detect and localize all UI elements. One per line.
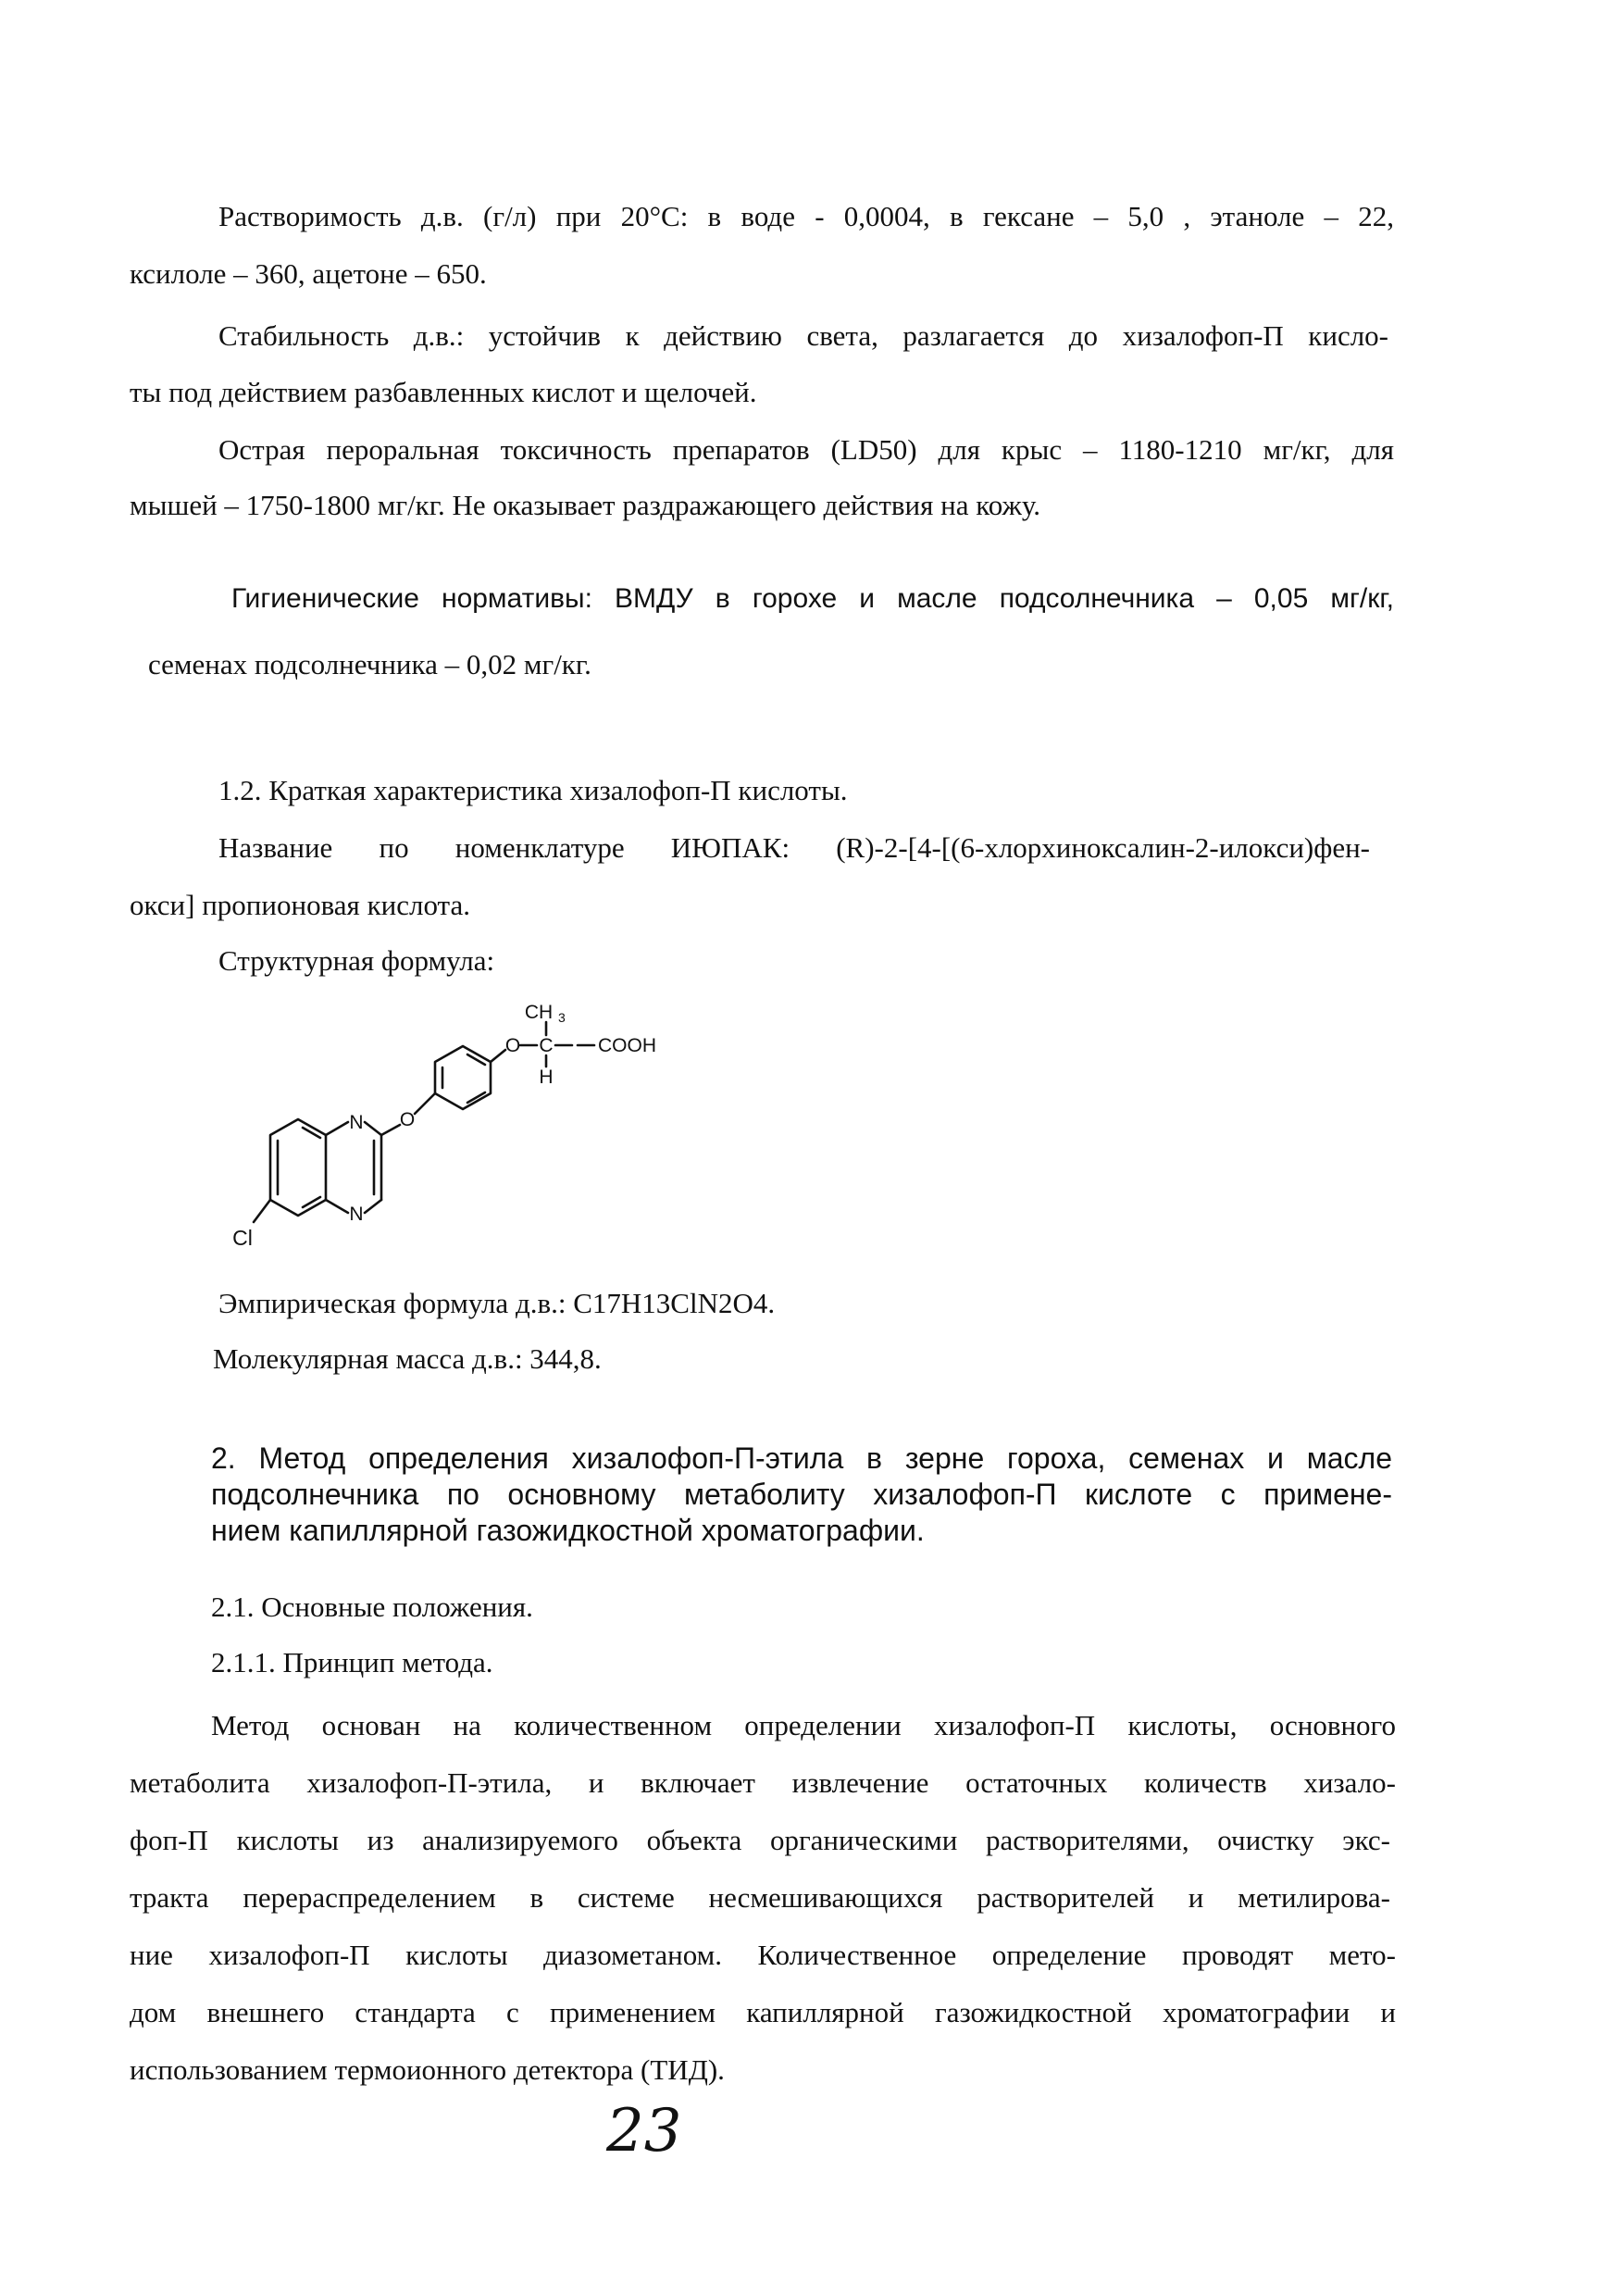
stability-line-1: Стабильность д.в.: устойчив к действию света, разлагается до хизалофоп-П кисло- xyxy=(218,319,1388,352)
section-2-title xyxy=(211,1441,1392,1549)
principle-line-7: использованием термоионного детектора (ТИД). xyxy=(130,2053,725,2086)
section-2-1-1-title: 2.1.1. Принцип метода. xyxy=(211,1646,493,1678)
h-label: H xyxy=(539,1067,554,1088)
principle-line-4: тракта перераспределением в системе несмешивающихся растворителей и метилирова- xyxy=(130,1881,1390,1914)
structural-formula-diagram xyxy=(185,981,889,1278)
cl-label: Cl xyxy=(232,1226,253,1250)
empirical-formula-prefix: Эмпирическая формула д.в.: xyxy=(218,1287,574,1319)
principle-line-1: Метод основан на количественном определении хизалофоп-П кислоты, основного xyxy=(211,1709,1396,1741)
toxicity-line-1: Острая пероральная токсичность препаратов (LD50) для крыс – 1180-1210 мг/кг, для xyxy=(218,433,1394,466)
page-number-text: 23 xyxy=(606,2097,682,2165)
ch3-subscript: 3 xyxy=(558,1010,566,1025)
section-2-title-line-1: 2. Метод определения хизалофоп-П-этила в зерне гороха, семенах и масле xyxy=(211,1441,1392,1475)
section-2-1-title: 2.1. Основные положения. xyxy=(211,1591,533,1623)
ch3-label: CH xyxy=(524,1002,554,1023)
handwritten-page-number xyxy=(597,2088,708,2171)
principle-line-5: ние хизалофоп-П кислоты диазометаном. Количественное определение проводят мето- xyxy=(130,1939,1396,1971)
structural-formula-label: Структурная формула: xyxy=(218,944,495,977)
stability-line-2: ты под действием разбавленных кислот и щелочей. xyxy=(130,376,757,408)
principle-line-6: дом внешнего стандарта с применением капиллярной газожидкостной хроматографии и xyxy=(130,1996,1396,2028)
molecular-mass: Молекулярная масса д.в.: 344,8. xyxy=(213,1342,602,1375)
hygiene-line-1: Гигиенические нормативы: ВМДУ в горохе и масле подсолнечника – 0,05 мг/кг, xyxy=(231,583,1394,614)
solubility-line-1: Растворимость д.в. (г/л) при 20°С: в воде - 0,0004, в гексане – 5,0 , этаноле – 22, xyxy=(218,200,1394,232)
principle-line-3: фоп-П кислоты из анализируемого объекта органическими растворителями, очистку экс- xyxy=(130,1824,1390,1856)
hygiene-line-2: семенах подсолнечника – 0,02 мг/кг. xyxy=(148,648,591,680)
o-link-label: O xyxy=(504,1035,521,1056)
toxicity-line-2: мышей – 1750-1800 мг/кг. Не оказывает раздражающего действия на кожу. xyxy=(130,489,1041,521)
iupac-line-1: Название по номенклатуре ИЮПАК: (R)-2-[4-[(6-хлорхиноксалин-2-илокси)фен- xyxy=(218,831,1370,864)
iupac-line-2: окси] пропионовая кислота. xyxy=(130,889,470,921)
n-top-label: N xyxy=(349,1112,364,1133)
solubility-line-2: ксилоле – 360, ацетоне – 650. xyxy=(130,257,487,290)
section-2-title-line-3: нием капиллярной газожидкостной хроматографии. xyxy=(211,1514,925,1547)
cooh-label: COOH xyxy=(598,1035,656,1056)
principle-line-2: метаболита хизалофоп-П-этила, и включает извлечение остаточных количеств хизало- xyxy=(130,1766,1396,1799)
c-center-label: C xyxy=(539,1035,554,1056)
n-bottom-label: N xyxy=(349,1204,364,1225)
o-ring-label: O xyxy=(399,1109,416,1130)
empirical-formula-value: C17H13ClN2O4. xyxy=(573,1287,776,1319)
section-2-title-line-2: подсолнечника по основному метаболиту хизалофоп-П кислоте с примене- xyxy=(211,1478,1392,1511)
empirical-formula xyxy=(218,1289,775,1317)
section-1-2-title: 1.2. Краткая характеристика хизалофоп-П кислоты. xyxy=(218,774,848,806)
